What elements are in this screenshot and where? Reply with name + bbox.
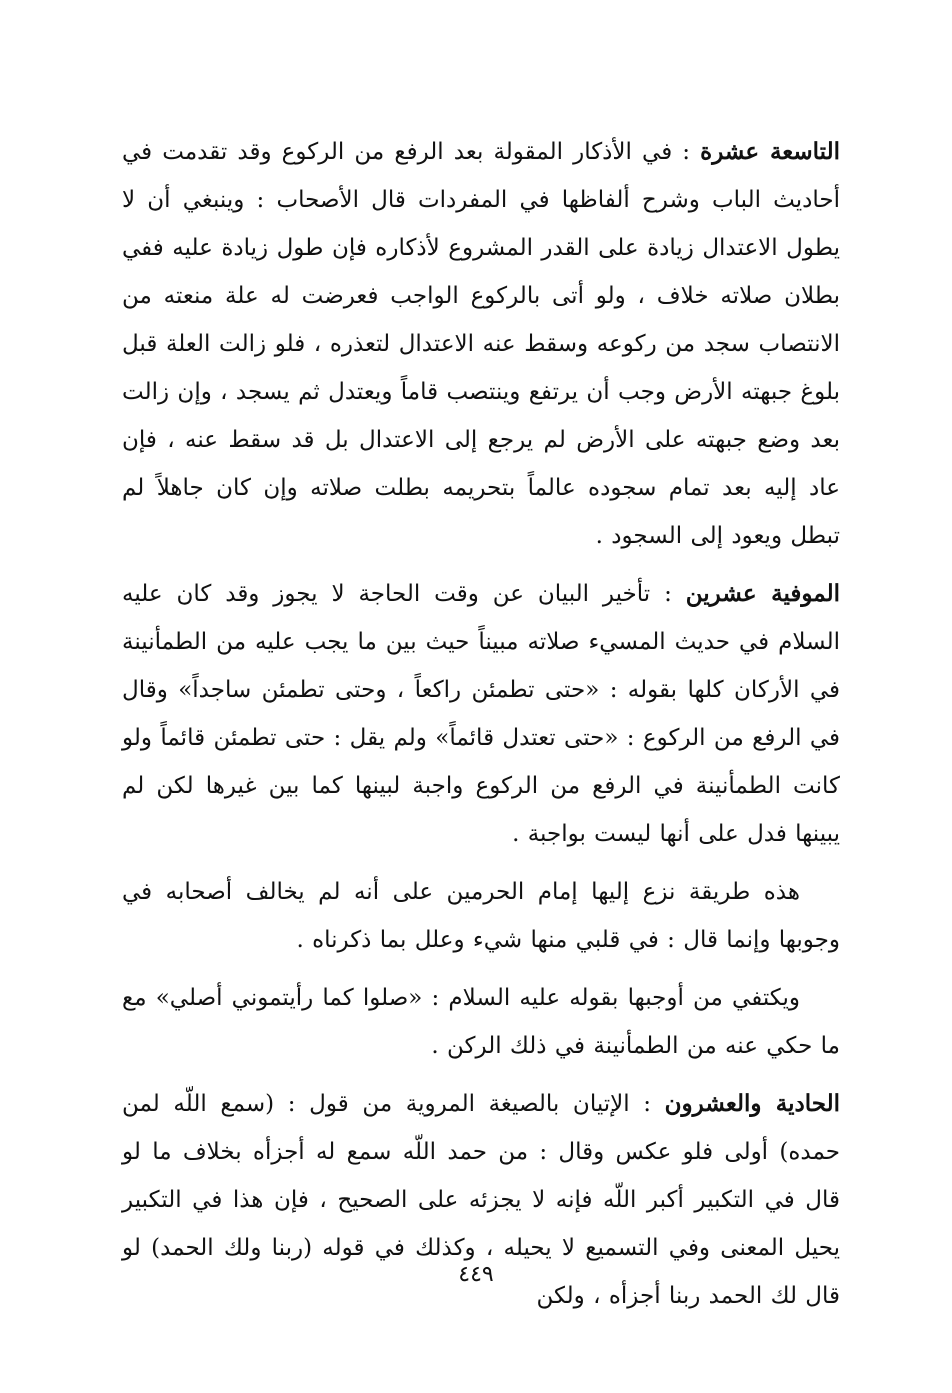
paragraph-text: هذه طريقة نزع إليها إمام الحرمين على أنه لم يخالف أصحابه في وجوبها وإنما قال : في قلبي منها شيء وعلل بما ذكرناه . [122,879,840,953]
paragraph-imam-haramayn [122,868,840,964]
paragraph-text: : في الأذكار المقولة بعد الرفع من الركوع وقد تقدمت في أحاديث الباب وشرح ألفاظها في المفردات قال الأصحاب : وينبغي أن لا يطول الاعتدال زيادة على القدر المشروع لأذكاره فإن طول زيادة عليه ففي بطلان صلاته خلاف ، ولو أتى بالركوع الواجب فعرضت له علة منعته من الانتصاب سجد من ركوعه وسقط عنه الاعتدال لتعذره ، فلو زالت العلة قبل بلوغ جبهته الأرض وجب أن يرتفع وينتصب قاماً ويعتدل ثم يسجد ، وإن زالت بعد وضع جبهته على الأرض لم يرجع إلى الاعتدال بل قد سقط عنه ، فإن عاد إليه بعد تمام سجوده عالماً بتحريمه بطلت صلاته وإن كان جاهلاً لم تبطل ويعود إلى السجود . [122,139,840,549]
body-text [122,128,840,1330]
paragraph-heading: التاسعة عشرة [700,138,840,165]
paragraph-heading: الحادية والعشرون [664,1090,840,1117]
paragraph-twentieth [122,570,840,858]
paragraph-text: : الإتيان بالصيغة المروية من قول : (سمع اللّه لمن حمده) أولى فلو عكس وقال : من حمد اللّه سمع له أجزأه بخلاف ما لو قال في التكبير أكبر اللّه فإنه لا يجزئه على الصحيح ، فإن هذا في التكبير يحيل المعنى وفي التسميع لا يحيله ، وكذلك في قوله (ربنا ولك الحمد) لو قال لك الحمد ربنا أجزأه ، ولكن [122,1091,840,1309]
paragraph-heading: الموفية عشرين [685,580,840,607]
paragraph-text: ويكتفي من أوجبها بقوله عليه السلام : «صلوا كما رأيتموني أصلي» مع ما حكي عنه من الطمأنينة في ذلك الركن . [122,985,840,1059]
paragraph-nineteenth [122,128,840,560]
paragraph-text: : تأخير البيان عن وقت الحاجة لا يجوز وقد كان عليه السلام في حديث المسيء صلاته مبيناً حيث بين ما يجب عليه من الطمأنينة في الأركان كلها بقوله : «حتى تطمئن راكعاً ، وحتى تطمئن ساجداً» وقال في الرفع من الركوع : «حتى تعتدل قائماً» ولم يقل : حتى تطمئن قائماً ولو كانت الطمأنينة في الرفع من الركوع واجبة لبينها كما بين غيرها لكن لم يبينها فدل على أنها ليست بواجبة . [122,581,840,847]
page-number: ٤٤٩ [458,1262,494,1287]
paragraph-salu-kama [122,974,840,1070]
